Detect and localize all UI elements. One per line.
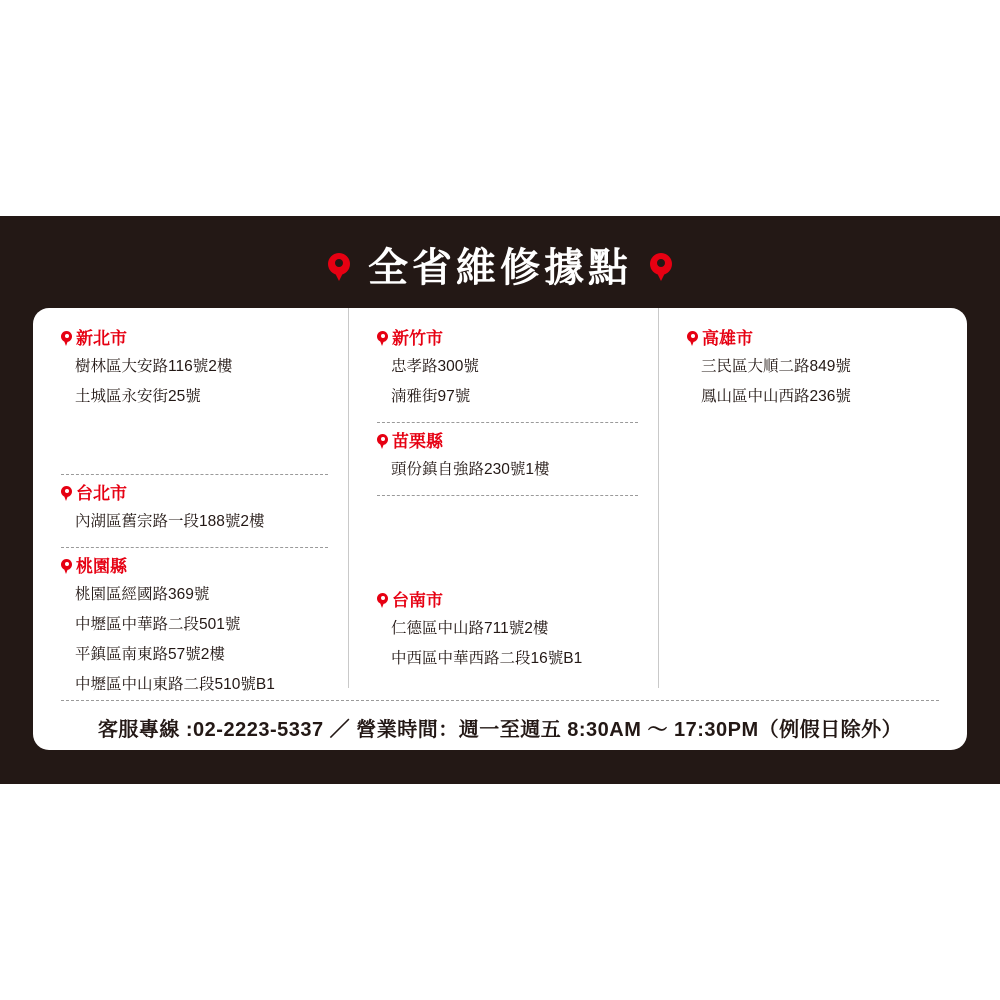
map-pin-icon [687,331,698,347]
locations-column-1 [33,308,348,693]
location-group-xinbei [61,326,328,475]
city-heading-kaohsiung [687,326,947,352]
city-heading-xinbei [61,326,328,352]
city-name: 台南市 [392,591,443,610]
address-line: 中西區中華西路二段16號B1 [391,650,583,667]
address-line: 內湖區舊宗路一段188號2樓 [75,513,265,530]
group-spacer [61,412,328,464]
address-line: 忠孝路300號 [391,358,479,375]
map-pin-icon [377,434,388,450]
address-line: 平鎮區南東路57號2樓 [75,646,225,663]
location-group-hsinchu [377,326,638,423]
locations-card [33,308,967,750]
city-name: 桃園縣 [76,557,127,576]
map-pin-icon-right [650,253,672,283]
address-line: 土城區永安街25號 [75,388,201,405]
page-title [0,240,1000,294]
column-spacer [377,502,638,588]
footer-text: 客服專線 :02-2223-5337 ／ 營業時間：週一至週五 8:30AM ～ 17:30PM（例假日除外） [97,719,903,741]
location-group-miaoli [377,429,638,496]
city-heading-hsinchu [377,326,638,352]
city-heading-tainan [377,588,638,614]
address-line: 頭份鎮自強路230號1樓 [391,461,550,478]
locations-column-3 [658,308,967,688]
location-group-taoyuan [61,554,328,700]
map-pin-icon [377,593,388,609]
city-name: 苗栗縣 [392,432,443,451]
map-pin-icon [61,486,72,502]
address-line: 中壢區中山東路二段510號B1 [75,676,275,693]
map-pin-icon [61,559,72,575]
map-pin-icon [61,331,72,347]
address-line: 樹林區大安路116號2樓 [75,358,233,375]
address-line: 湳雅街97號 [391,388,471,405]
location-group-kaohsiung [687,326,947,412]
city-name: 高雄市 [702,329,753,348]
address-line: 中壢區中華路二段501號 [75,616,241,633]
city-heading-taipei [61,481,328,507]
location-group-taipei [61,481,328,548]
city-name: 新北市 [76,329,127,348]
locations-column-2 [348,308,658,688]
location-group-tainan [377,588,638,674]
city-heading-miaoli [377,429,638,455]
address-line: 桃園區經國路369號 [75,586,210,603]
map-pin-icon-left [328,253,350,283]
address-line: 三民區大順二路849號 [701,358,851,375]
page-title-text: 全省維修據點 [368,246,632,291]
address-line: 仁德區中山路711號2樓 [391,620,549,637]
city-name: 台北市 [76,484,127,503]
footer-contact [61,700,939,745]
address-line: 鳳山區中山西路236號 [701,388,851,405]
map-pin-icon [377,331,388,347]
city-name: 新竹市 [392,329,443,348]
city-heading-taoyuan [61,554,328,580]
locations-columns [33,308,967,693]
